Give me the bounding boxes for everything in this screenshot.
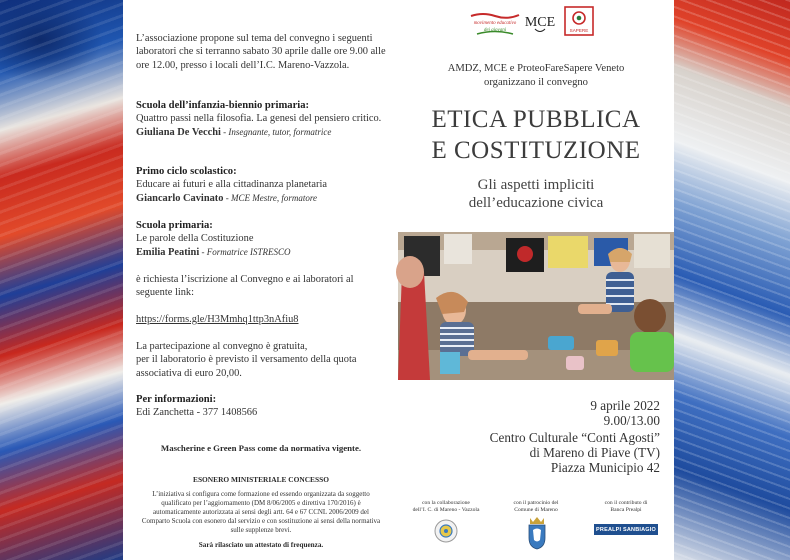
exemption-title: ESONERO MINISTERIALE CONCESSO [193, 475, 329, 484]
sponsor-bank-line-1: con il contributo di [604, 500, 648, 506]
event-venue-line-2: di Mareno di Piave (TV) [529, 445, 660, 460]
info-contact: Edi Zanchetta - 377 1408566 [136, 407, 258, 419]
lab-primaria-trainer: Emilia Peatini [136, 246, 200, 258]
amdz-logo [469, 10, 521, 36]
sponsor-bank-line-2: Banca Prealpi [610, 507, 642, 513]
lab-primo-ciclo-role: - MCE Mestre, formatore [223, 192, 318, 203]
conference-title [398, 104, 674, 166]
lab-infanzia-role: - Insegnante, tutor, formatrice [220, 126, 332, 137]
bank-logo-icon [594, 524, 658, 535]
flyer-left-panel [123, 0, 397, 560]
masks-notice: Mascherine e Green Pass come da normativa vigente. [160, 443, 362, 453]
mce-logo [524, 9, 556, 35]
proteofaresapere-logo [564, 6, 594, 36]
title-line-1: ETICA PUBBLICA [431, 106, 641, 133]
painted-background-left [0, 0, 130, 560]
flyer-right-panel [398, 0, 674, 560]
lab-infanzia-heading: Scuola dell’infanzia-biennio primaria: [136, 100, 310, 111]
municipal-crest-icon [526, 516, 548, 550]
registration-link[interactable]: https://forms.gle/H3Mmhq1ttp3nAfiu8 [136, 314, 299, 325]
lab-primo-ciclo-heading: Primo ciclo scolastico: [136, 166, 237, 177]
children-in-circle-photo [398, 232, 674, 380]
conference-subtitle [398, 176, 674, 212]
lab-infanzia-trainer: Giuliana De Vecchi [136, 126, 221, 138]
lab-primaria [136, 219, 386, 259]
subtitle-line-1: Gli aspetti impliciti [477, 177, 595, 193]
school-seal-icon [434, 519, 458, 543]
lab-primaria-role: - Formatrice ISTRESCO [199, 246, 291, 257]
lab-primo-ciclo-topic: Educare ai futuri e alla cittadinanza planetaria [136, 179, 327, 191]
bank-logo-text: PREALPI SANBIAGIO [596, 526, 656, 533]
sponsor-school [410, 500, 482, 514]
event-time: 9.00/13.00 [603, 413, 660, 428]
sponsor-school-line-2: dell’I. C. di Mareno - Vazzola [412, 507, 480, 513]
svg-text:movimento educativo: movimento educativo [473, 21, 517, 26]
sponsor-school-line-1: con la collaborazione [422, 500, 470, 506]
sponsor-municipality-line-2: Comune di Mareno [514, 507, 558, 513]
painted-background-right [660, 0, 790, 560]
info-heading: Per informazioni: [136, 394, 217, 405]
registration-text: è richiesta l’iscrizione al Convegno e ai laboratori al seguente link: [136, 274, 354, 299]
sponsor-bank [590, 500, 662, 514]
svg-text:dei giovani: dei giovani [483, 28, 507, 33]
lab-infanzia [136, 99, 386, 139]
exemption-text: L’iniziativa si configura come formazione ed essendo organizzata da soggetto qualificato per l’aggiornamento (DM 8/06/2005 e direttiva 170/2016) è automaticamente autorizzata ai sensi degli artt. 64 e 67 CCNL 2006/2009 del Comparto Scuola con esonero dal servizio e con sostituzione ai sensi della normativa sulle supplenze brevi. [141, 490, 381, 534]
intro-text: L’associazione propone sul tema del convegno i seguenti laboratori che si terranno sabato 30 aprile dalle ore 9.00 alle ore 12.00, presso i locali dell’I.C. Mareno-Vazzola. [136, 33, 386, 71]
organizers [398, 62, 674, 89]
event-venue-line-3: Piazza Municipio 42 [550, 460, 660, 475]
fee-text [136, 340, 386, 380]
lab-primaria-topic: Le parole della Costituzione [136, 233, 254, 245]
info-block [136, 393, 386, 420]
fee-line-1: La partecipazione al convegno è gratuita, [136, 341, 308, 352]
svg-text:MCE: MCE [524, 15, 556, 30]
lab-primo-ciclo-trainer: Giancarlo Cavinato [136, 192, 224, 204]
subtitle-line-2: dell’educazione civica [468, 195, 604, 211]
lab-infanzia-topic: Quattro passi nella filosofia. La genesi del pensiero critico. [136, 113, 382, 125]
fee-line-2: per il laboratorio è previsto il versamento della quota associativa di euro 20,00. [136, 354, 357, 379]
sponsor-municipality [500, 500, 572, 514]
svg-text:SAPERE: SAPERE [569, 28, 589, 33]
event-date: 9 aprile 2022 [590, 398, 660, 413]
organizers-line-2: organizzano il convegno [484, 76, 588, 88]
lab-primaria-heading: Scuola primaria: [136, 220, 213, 231]
event-venue-line-1: Centro Culturale “Conti Agosti” [489, 430, 660, 445]
certificate-note: Sarà rilasciato un attestato di frequenza. [198, 541, 324, 549]
title-line-2: E COSTITUZIONE [431, 137, 641, 164]
flyer [123, 0, 674, 560]
sponsor-municipality-line-1: con il patrocinio del [513, 500, 559, 506]
organizers-line-1: AMDZ, MCE e ProteoFareSapere Veneto [447, 63, 625, 74]
lab-primo-ciclo [136, 165, 386, 205]
